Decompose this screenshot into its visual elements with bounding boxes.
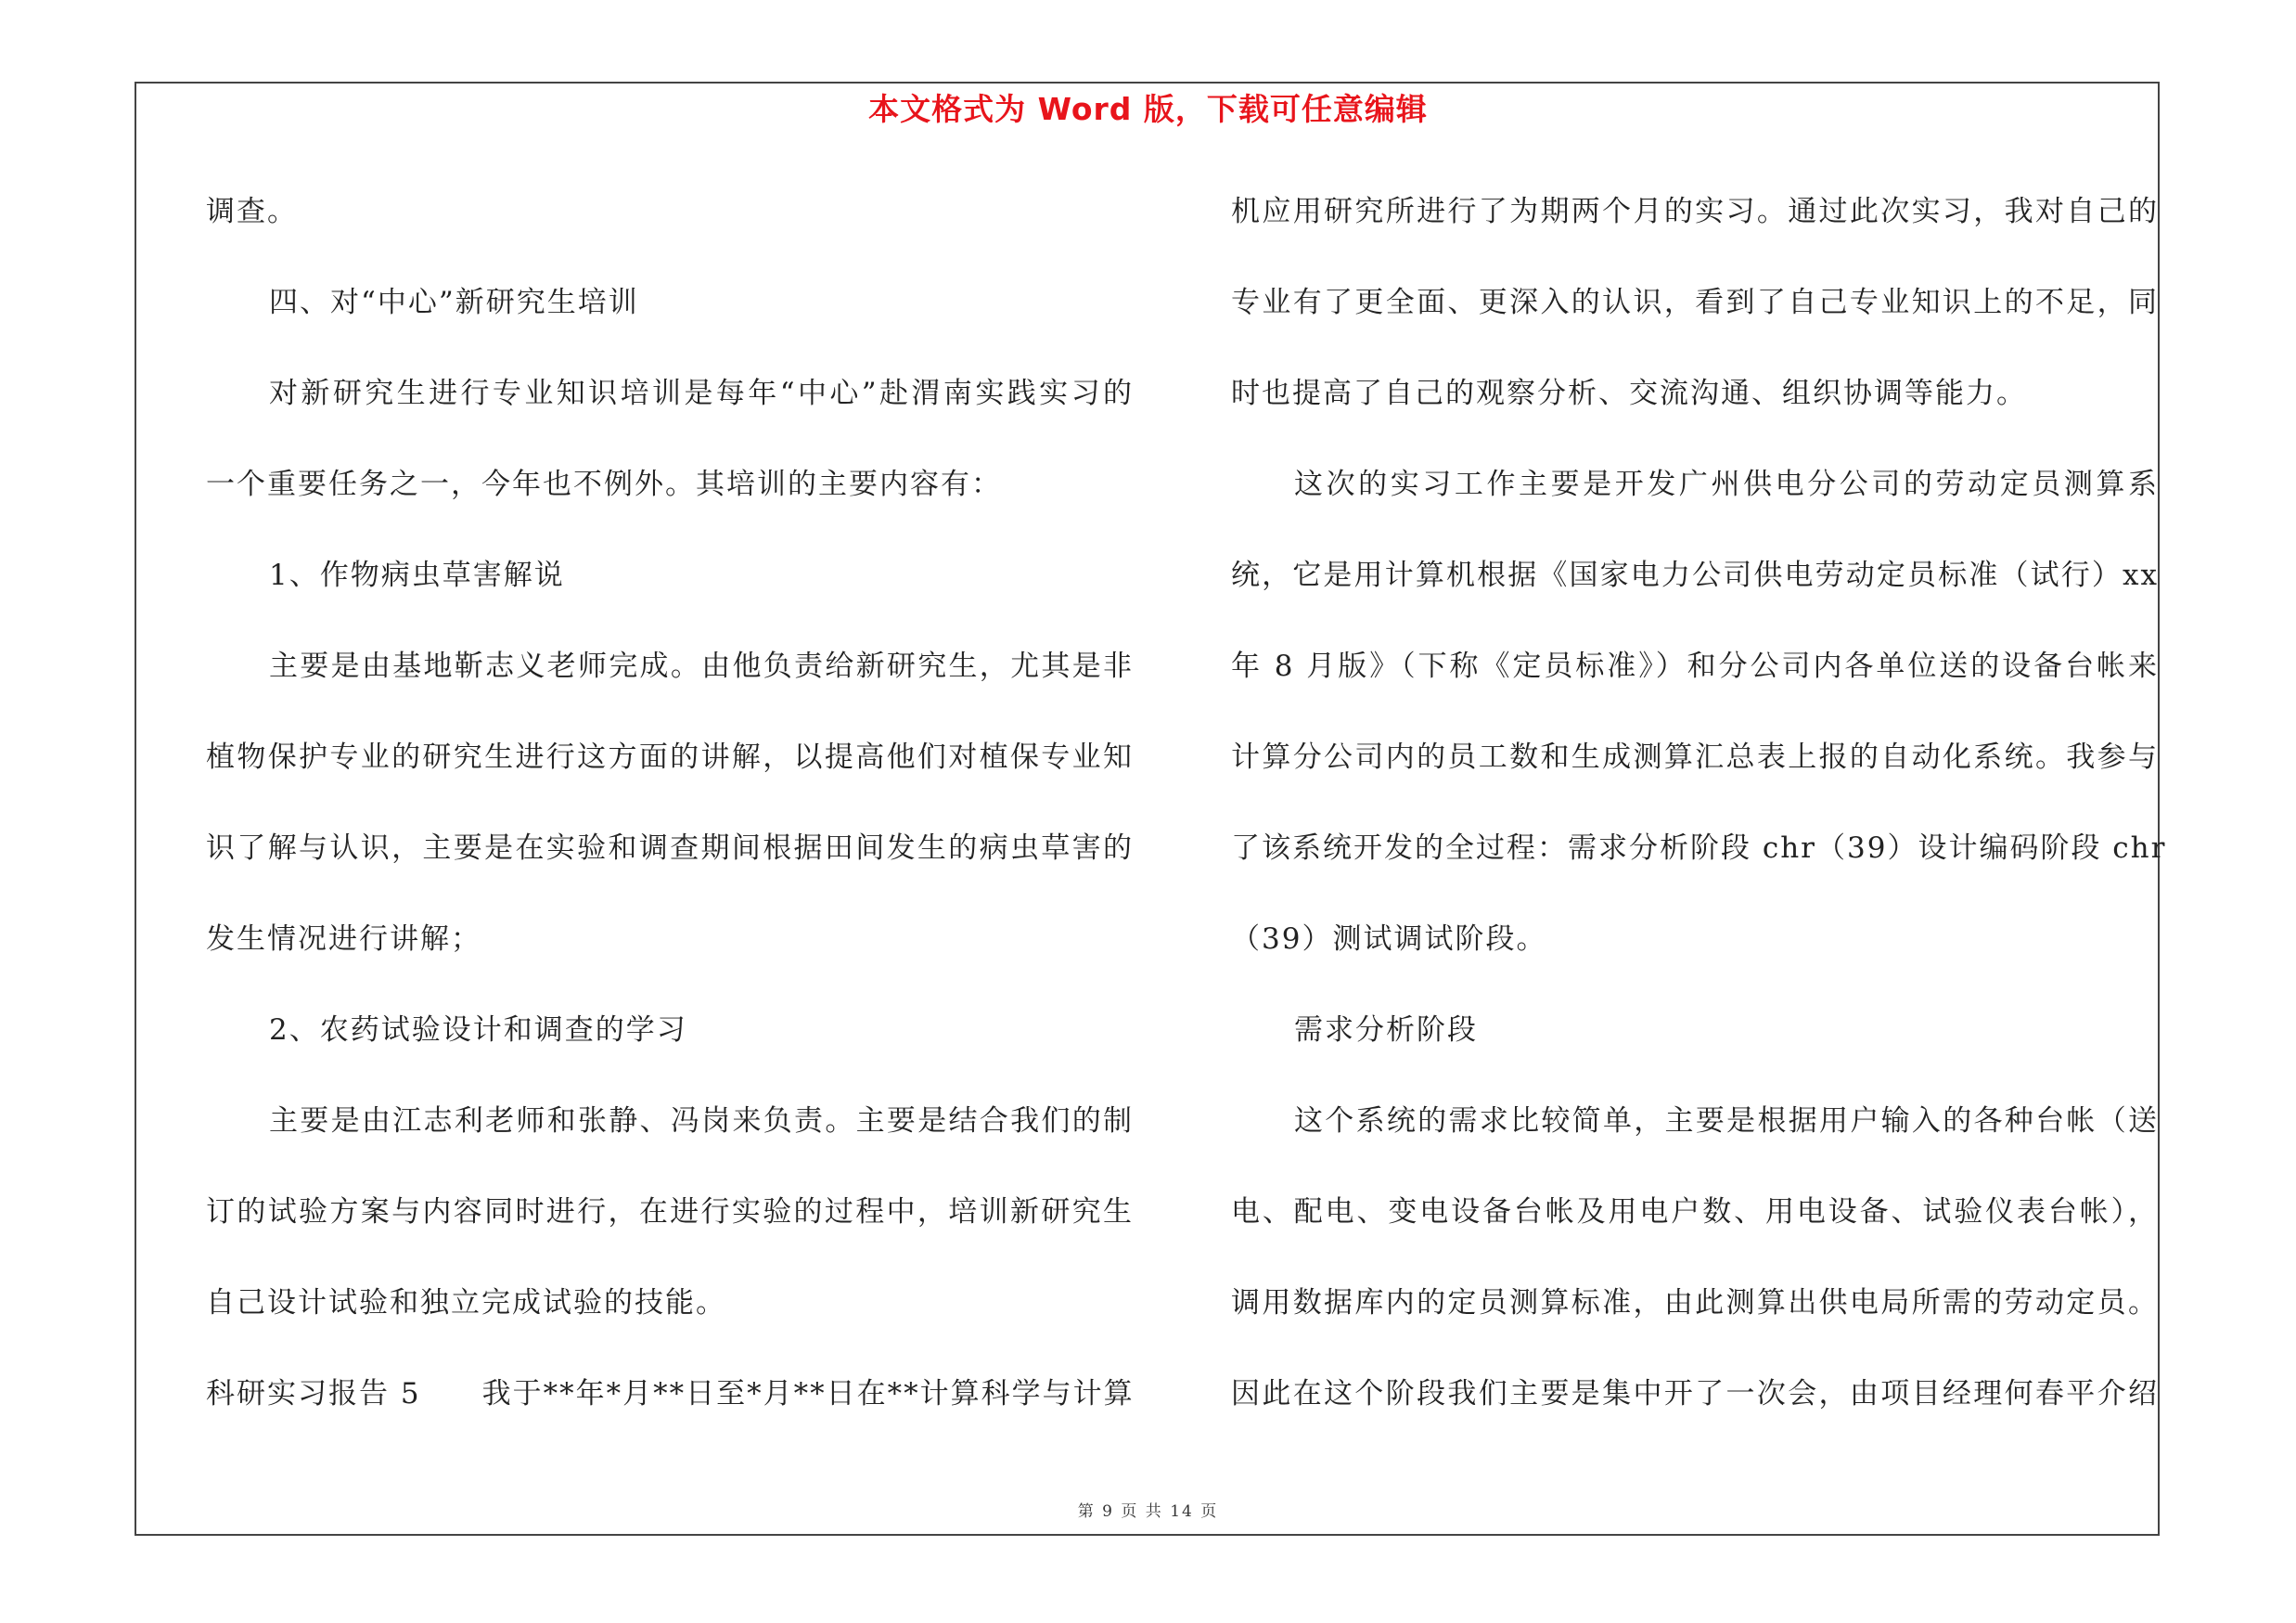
text-line: 统，它是用计算机根据《国家电力公司供电劳动定员标准（试行）xx <box>1231 559 2159 592</box>
left-column <box>206 184 1134 1457</box>
text-line: 机应用研究所进行了为期两个月的实习。通过此次实习，我对自己的 <box>1231 195 2159 228</box>
text-line: 年 8 月版》（下称《定员标准》）和分公司内各单位送的设备台帐来 <box>1231 650 2159 683</box>
text-line: 调查。 <box>206 195 298 228</box>
text-line: 电、配电、变电设备台帐及用电户数、用电设备、试验仪表台帐）， <box>1231 1195 2159 1229</box>
text-line: 识了解与认识，主要是在实验和调查期间根据田间发生的病虫草害的 <box>206 831 1134 865</box>
text-line: 因此在这个阶段我们主要是集中开了一次会，由项目经理何春平介绍 <box>1231 1377 2159 1410</box>
text-line: 时也提高了自己的观察分析、交流沟通、组织协调等能力。 <box>1231 377 2027 410</box>
text-line: 一个重要任务之一，今年也不例外。其培训的主要内容有： <box>206 468 1002 501</box>
text-line: 计算分公司内的员工数和生成测算汇总表上报的自动化系统。我参与 <box>1231 741 2159 774</box>
section-heading: 四、对“中心”新研究生培训 <box>269 286 639 319</box>
text-line: 专业有了更全面、更深入的认识，看到了自己专业知识上的不足，同 <box>1231 286 2159 319</box>
text-line: 自己设计试验和独立完成试验的技能。 <box>206 1286 726 1320</box>
text-line: 发生情况进行讲解； <box>206 922 481 956</box>
text-line: 调用数据库内的定员测算标准，由此测算出供电局所需的劳动定员。 <box>1231 1286 2159 1320</box>
word-format-banner: 本文格式为 Word 版，下载可任意编辑 <box>868 91 1428 127</box>
text-line: 这次的实习工作主要是开发广州供电分公司的劳动定员测算系 <box>1294 468 2159 501</box>
text-line: 订的试验方案与内容同时进行，在进行实验的过程中，培训新研究生 <box>206 1195 1134 1229</box>
text-line: 了该系统开发的全过程：需求分析阶段 chr（39）设计编码阶段 chr <box>1231 831 2167 865</box>
subsection-heading: 2、农药试验设计和调查的学习 <box>269 1013 687 1047</box>
text-line: 对新研究生进行专业知识培训是每年“中心”赴渭南实践实习的 <box>269 377 1134 410</box>
text-line: 主要是由江志利老师和张静、冯岗来负责。主要是结合我们的制 <box>269 1104 1134 1138</box>
right-column <box>1231 184 2167 1457</box>
text-line: （39）测试调试阶段。 <box>1231 922 1547 956</box>
text-line: 这个系统的需求比较简单，主要是根据用户输入的各种台帐（送 <box>1294 1104 2159 1138</box>
subsection-heading: 1、作物病虫草害解说 <box>269 559 565 592</box>
subsection-heading: 需求分析阶段 <box>1294 1013 1478 1047</box>
page-number: 第 9 页 共 14 页 <box>1077 1502 1219 1521</box>
text-line: 植物保护专业的研究生进行这方面的讲解，以提高他们对植保专业知 <box>206 741 1134 774</box>
report-title-line: 科研实习报告 5 我于**年*月**日至*月**日在**计算科学与计算 <box>206 1377 1135 1410</box>
text-line: 主要是由基地靳志义老师完成。由他负责给新研究生，尤其是非 <box>269 650 1134 683</box>
